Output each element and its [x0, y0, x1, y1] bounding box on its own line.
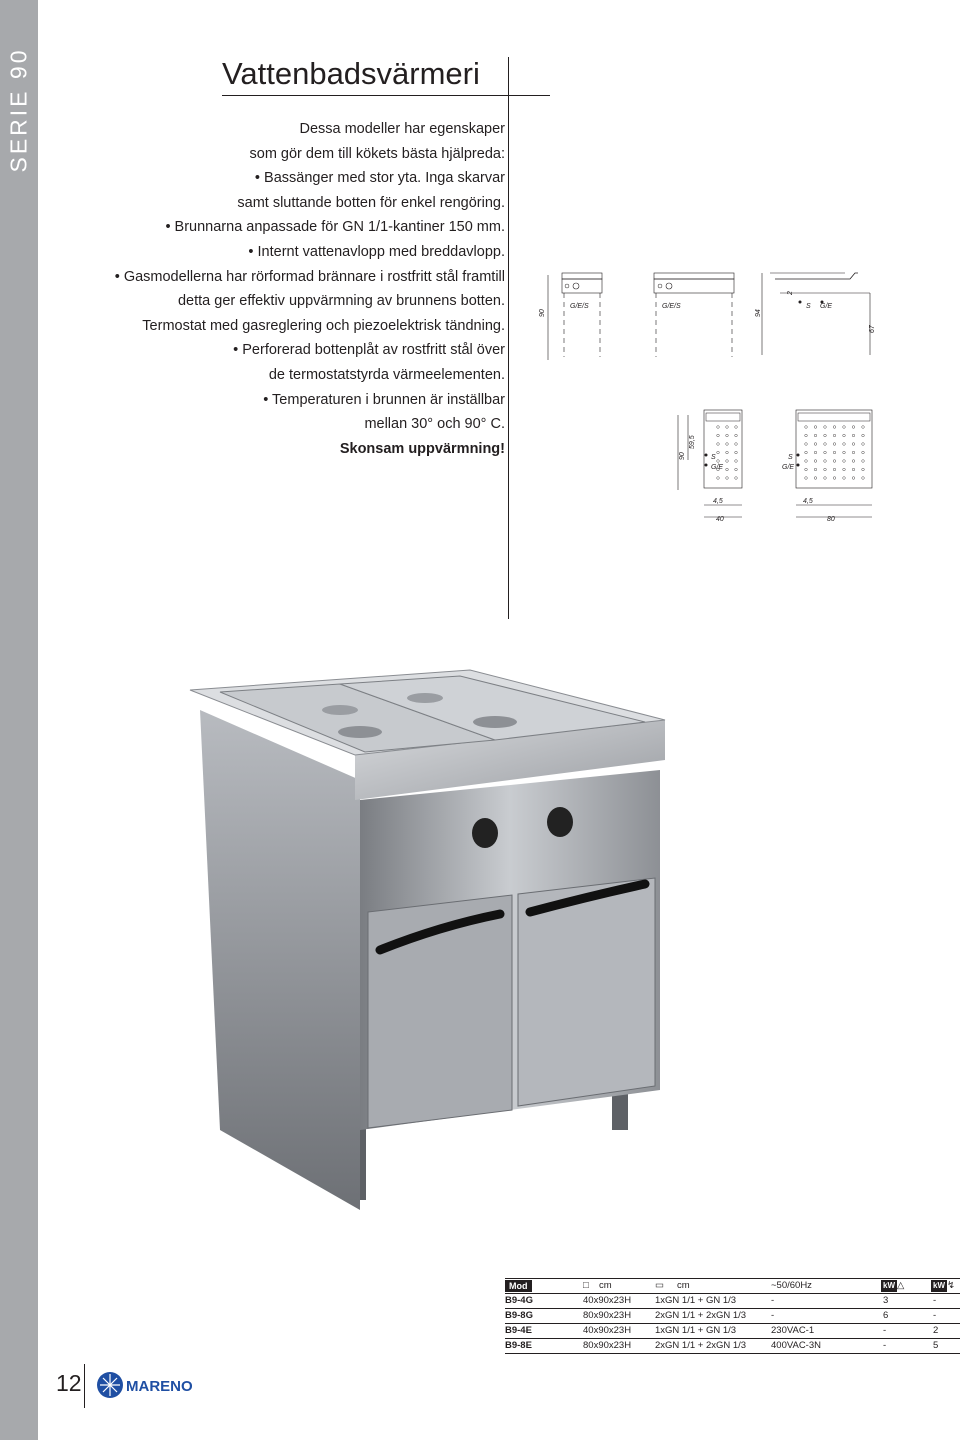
- perforation-dot: [814, 460, 817, 463]
- perforation-dot: [814, 426, 817, 429]
- perforation-dot: [805, 468, 808, 471]
- perforation-dot: [833, 460, 836, 463]
- label-side-ge: G/E: [820, 303, 833, 310]
- description-line: • Bassänger med stor yta. Inga skarvar: [254, 170, 505, 187]
- perforation-dot: [824, 443, 827, 446]
- perforation-dot: [717, 460, 720, 463]
- row-dims: 40x90x23H: [583, 1325, 632, 1336]
- perforation-dot: [843, 460, 846, 463]
- perforation-dot: [717, 434, 720, 437]
- row-gas-kw: 3: [883, 1295, 889, 1306]
- label-ges-b: G/E/S: [662, 303, 681, 310]
- row-capacity: 2xGN 1/1 + 2xGN 1/3: [655, 1310, 747, 1321]
- perforation-dot: [833, 451, 836, 454]
- technical-drawings: [530, 255, 890, 545]
- perforation-dot: [814, 477, 817, 480]
- page-number: 12: [56, 1370, 82, 1396]
- label-top-s1: S: [711, 454, 716, 461]
- table-row: [505, 1338, 960, 1353]
- description-line: • Brunnarna anpassade för GN 1/1-kantiner 150 mm.: [165, 219, 505, 236]
- table-row: [505, 1293, 960, 1308]
- perforation-dot: [805, 460, 808, 463]
- perforation-dot: [852, 477, 855, 480]
- gn-pan-icon: ▭: [655, 1280, 664, 1291]
- row-gas-kw: -: [883, 1340, 887, 1351]
- perforation-dot: [805, 451, 808, 454]
- perforation-dot: [862, 468, 865, 471]
- perforation-dot: [852, 451, 855, 454]
- row-capacity: 1xGN 1/1 + GN 1/3: [655, 1325, 737, 1336]
- description-line: • Perforerad bottenplåt av rostfritt stål över: [233, 342, 505, 359]
- row-el-kw: -: [933, 1295, 937, 1306]
- perforation-dot: [862, 443, 865, 446]
- perforation-dot: [726, 426, 729, 429]
- top-view-dots: [717, 426, 865, 480]
- perforation-dot: [735, 443, 738, 446]
- title-rule-vertical: [508, 57, 509, 619]
- sidebar: [0, 0, 38, 1440]
- row-el-kw: -: [933, 1310, 937, 1321]
- perforation-dot: [824, 451, 827, 454]
- dim-side-67: 67: [869, 325, 876, 333]
- row-capacity: 1xGN 1/1 + GN 1/3: [655, 1295, 737, 1306]
- box-icon: □: [583, 1280, 589, 1291]
- perforation-dot: [805, 443, 808, 446]
- dim-top-90: 90: [679, 452, 686, 460]
- perforation-dot: [717, 451, 720, 454]
- perforation-dot: [843, 451, 846, 454]
- header-kw-electric: kW: [933, 1281, 945, 1290]
- perforation-dot: [843, 477, 846, 480]
- table-row: [505, 1323, 960, 1338]
- header-cap-unit: cm: [677, 1280, 690, 1291]
- perforation-dot: [805, 426, 808, 429]
- header-power: ~50/60Hz: [771, 1280, 812, 1291]
- row-power: -: [771, 1310, 775, 1321]
- perforation-dot: [833, 443, 836, 446]
- perforation-dot: [833, 434, 836, 437]
- dim-side-2: 2: [787, 291, 794, 295]
- dim-w40: 40: [716, 516, 724, 523]
- row-model: B9-4E: [505, 1325, 532, 1336]
- perforation-dot: [726, 468, 729, 471]
- front-view-left: [548, 273, 602, 360]
- perforation-dot: [726, 434, 729, 437]
- footer-rule: [84, 1364, 85, 1408]
- perforation-dot: [805, 477, 808, 480]
- row-gas-kw: 6: [883, 1310, 889, 1321]
- perforation-dot: [735, 477, 738, 480]
- perforation-dot: [852, 426, 855, 429]
- perforation-dot: [852, 468, 855, 471]
- header-kw-gas: kW: [883, 1281, 895, 1290]
- table-row: [505, 1308, 960, 1323]
- perforation-dot: [862, 434, 865, 437]
- label-ges-a: G/E/S: [570, 303, 589, 310]
- perforation-dot: [833, 477, 836, 480]
- row-power: 230VAC-1: [771, 1325, 815, 1336]
- title-rule-horizontal: [222, 95, 550, 96]
- dim-w45b: 4,5: [803, 498, 813, 505]
- lightning-icon: ↯: [947, 1280, 955, 1291]
- perforation-dot: [735, 451, 738, 454]
- description: [45, 117, 505, 461]
- series-text: SERIE 90: [5, 47, 32, 173]
- perforation-dot: [805, 434, 808, 437]
- perforation-dot: [852, 460, 855, 463]
- label-side-s: S: [806, 303, 811, 310]
- description-line: detta ger effektiv uppvärmning av brunnens botten.: [177, 293, 505, 310]
- product-image: [140, 650, 700, 1250]
- perforation-dot: [717, 477, 720, 480]
- description-line: • Internt vattenavlopp med breddavlopp.: [248, 243, 505, 260]
- brand-text: MARENO: [126, 1378, 193, 1395]
- perforation-dot: [814, 451, 817, 454]
- description-line: • Temperaturen i brunnen är inställbar: [263, 391, 505, 408]
- perforation-dot: [735, 460, 738, 463]
- row-model: B9-8G: [505, 1310, 533, 1321]
- header-dim-unit: cm: [599, 1280, 612, 1291]
- perforation-dot: [843, 426, 846, 429]
- row-power: 400VAC-3N: [771, 1340, 821, 1351]
- perforation-dot: [862, 451, 865, 454]
- perforation-dot: [843, 443, 846, 446]
- perforation-dot: [735, 468, 738, 471]
- perforation-dot: [843, 468, 846, 471]
- perforation-dot: [833, 468, 836, 471]
- row-model: B9-4G: [505, 1295, 533, 1306]
- description-line: de termostatstyrda värmeelementen.: [268, 366, 505, 383]
- perforation-dot: [862, 426, 865, 429]
- perforation-dot: [726, 460, 729, 463]
- perforation-dot: [814, 443, 817, 446]
- perforation-dot: [833, 426, 836, 429]
- perforation-dot: [843, 434, 846, 437]
- row-dims: 80x90x23H: [583, 1310, 632, 1321]
- perforation-dot: [852, 443, 855, 446]
- description-line: som gör dem till kökets bästa hjälpreda:: [249, 145, 505, 162]
- description-line: samt sluttande botten för enkel rengöring.: [237, 194, 505, 211]
- spec-table-end: [505, 1353, 960, 1354]
- row-capacity: 2xGN 1/1 + 2xGN 1/3: [655, 1340, 747, 1351]
- perforation-dot: [726, 451, 729, 454]
- perforation-dot: [726, 443, 729, 446]
- perforation-dot: [735, 426, 738, 429]
- row-gas-kw: -: [883, 1325, 887, 1336]
- dim-front-90: 90: [539, 309, 546, 317]
- description-line: Termostat med gasreglering och piezoelektrisk tändning.: [142, 317, 505, 334]
- perforation-dot: [862, 460, 865, 463]
- description-line: mellan 30° och 90° C.: [364, 416, 505, 433]
- perforation-dot: [862, 477, 865, 480]
- label-top-s2: S: [788, 454, 793, 461]
- label-top-ge2: G/E: [782, 464, 795, 471]
- front-view-right: [654, 273, 734, 357]
- perforation-dot: [717, 443, 720, 446]
- row-dims: 80x90x23H: [583, 1340, 632, 1351]
- dim-top-595: 59,5: [689, 435, 696, 449]
- perforation-dot: [814, 468, 817, 471]
- perforation-dot: [824, 460, 827, 463]
- row-model: B9-8E: [505, 1340, 532, 1351]
- perforation-dot: [726, 477, 729, 480]
- dim-w80: 80: [827, 516, 835, 523]
- side-view: [762, 273, 870, 355]
- dim-w45a: 4,5: [713, 498, 723, 505]
- label-top-ge1: G/E: [711, 464, 724, 471]
- description-line: • Gasmodellerna har rörformad brännare i rostfritt stål framtill: [114, 268, 505, 285]
- dim-side-94: 94: [755, 309, 762, 317]
- perforation-dot: [824, 434, 827, 437]
- page-title: Vattenbadsvärmeri: [222, 56, 480, 91]
- spec-table: [505, 1278, 960, 1354]
- header-mod: Mod: [505, 1280, 532, 1292]
- row-el-kw: 2: [933, 1325, 939, 1336]
- series-label: [0, 0, 38, 200]
- perforation-dot: [824, 426, 827, 429]
- spec-header: [505, 1278, 960, 1293]
- perforation-dot: [717, 426, 720, 429]
- perforation-dot: [824, 477, 827, 480]
- mareno-logo: [94, 1368, 194, 1402]
- row-el-kw: 5: [933, 1340, 939, 1351]
- perforation-dot: [852, 434, 855, 437]
- row-dims: 40x90x23H: [583, 1295, 632, 1306]
- description-emphasis: Skonsam uppvärmning!: [339, 440, 505, 457]
- perforation-dot: [814, 434, 817, 437]
- perforation-dot: [824, 468, 827, 471]
- flame-icon: △: [897, 1280, 905, 1291]
- perforation-dot: [735, 434, 738, 437]
- top-view-small: [678, 410, 742, 517]
- description-line: Dessa modeller har egenskaper: [299, 121, 505, 137]
- row-power: -: [771, 1295, 775, 1306]
